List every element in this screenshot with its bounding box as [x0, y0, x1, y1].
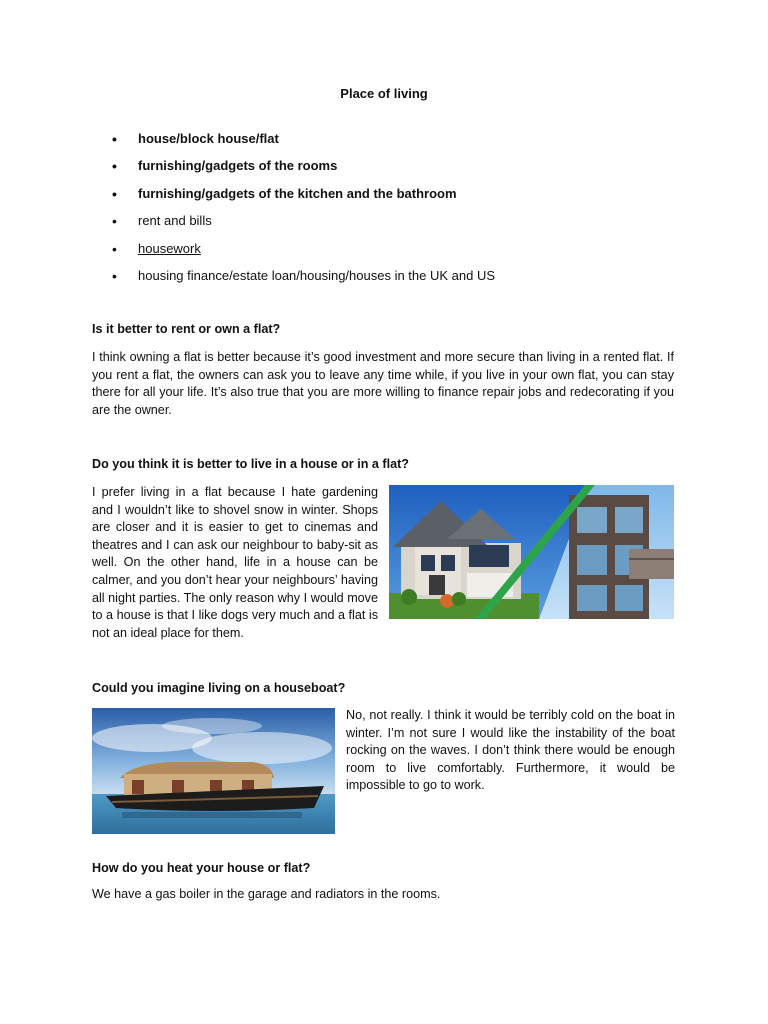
- house-vs-flat-image: [389, 485, 674, 619]
- list-item[interactable]: [92, 241, 495, 268]
- list-item: • furnishing/gadgets of the kitchen and the bathroom: [92, 186, 495, 213]
- answer-house-or-flat: I prefer living in a flat because I hate gardening and I wouldn’t like to shovel snow in winter. Shops are closer and it is easier to get to cinemas and theatres and I can ask our neighbour to baby-sit as well. On the other hand, life in a house can be calmer, and you don’t hear your neighbours’ having all night parties. The only reason why I would move to a house is that I like dogs very much and a flat is not an ideal place for them.: [92, 485, 378, 640]
- question-heating: How do you heat your house or flat?: [92, 861, 311, 875]
- house-flat-illustration: [389, 485, 674, 619]
- question-rent-or-own: Is it better to rent or own a flat?: [92, 322, 281, 336]
- answer-rent-or-own: I think owning a flat is better because it’s good investment and more secure than living in a rented flat. If you rent a flat, the owners can ask you to leave any time while, if you live in your own flat, you can stay there for all your life. It’s also true that you are more willing to finance repair jobs and redecorating if you are the owner.: [92, 350, 674, 417]
- list-item: • furnishing/gadgets of the rooms: [92, 158, 495, 185]
- question-house-or-flat: Do you think it is better to live in a house or in a flat?: [92, 457, 409, 471]
- houseboat-illustration: [92, 708, 335, 834]
- answer-houseboat: No, not really. I think it would be terribly cold on the boat in winter. I’m not sure I would like the instability of the boat rocking on the waves. I don’t think there would be enough room to live comfortably. Furthermore, it would be impossible to go to work.: [346, 708, 675, 793]
- list-item: • housing finance/estate loan/housing/houses in the UK and US: [92, 268, 495, 295]
- houseboat-image: [92, 708, 335, 834]
- list-item: • rent and bills: [92, 213, 495, 240]
- answer-heating: We have a gas boiler in the garage and radiators in the rooms.: [92, 887, 441, 901]
- list-item: • house/block house/flat: [92, 131, 495, 158]
- question-houseboat: Could you imagine living on a houseboat?: [92, 681, 346, 695]
- page-title: Place of living: [340, 86, 428, 101]
- housework-link[interactable]: housework: [138, 240, 201, 256]
- topic-list: [92, 131, 495, 295]
